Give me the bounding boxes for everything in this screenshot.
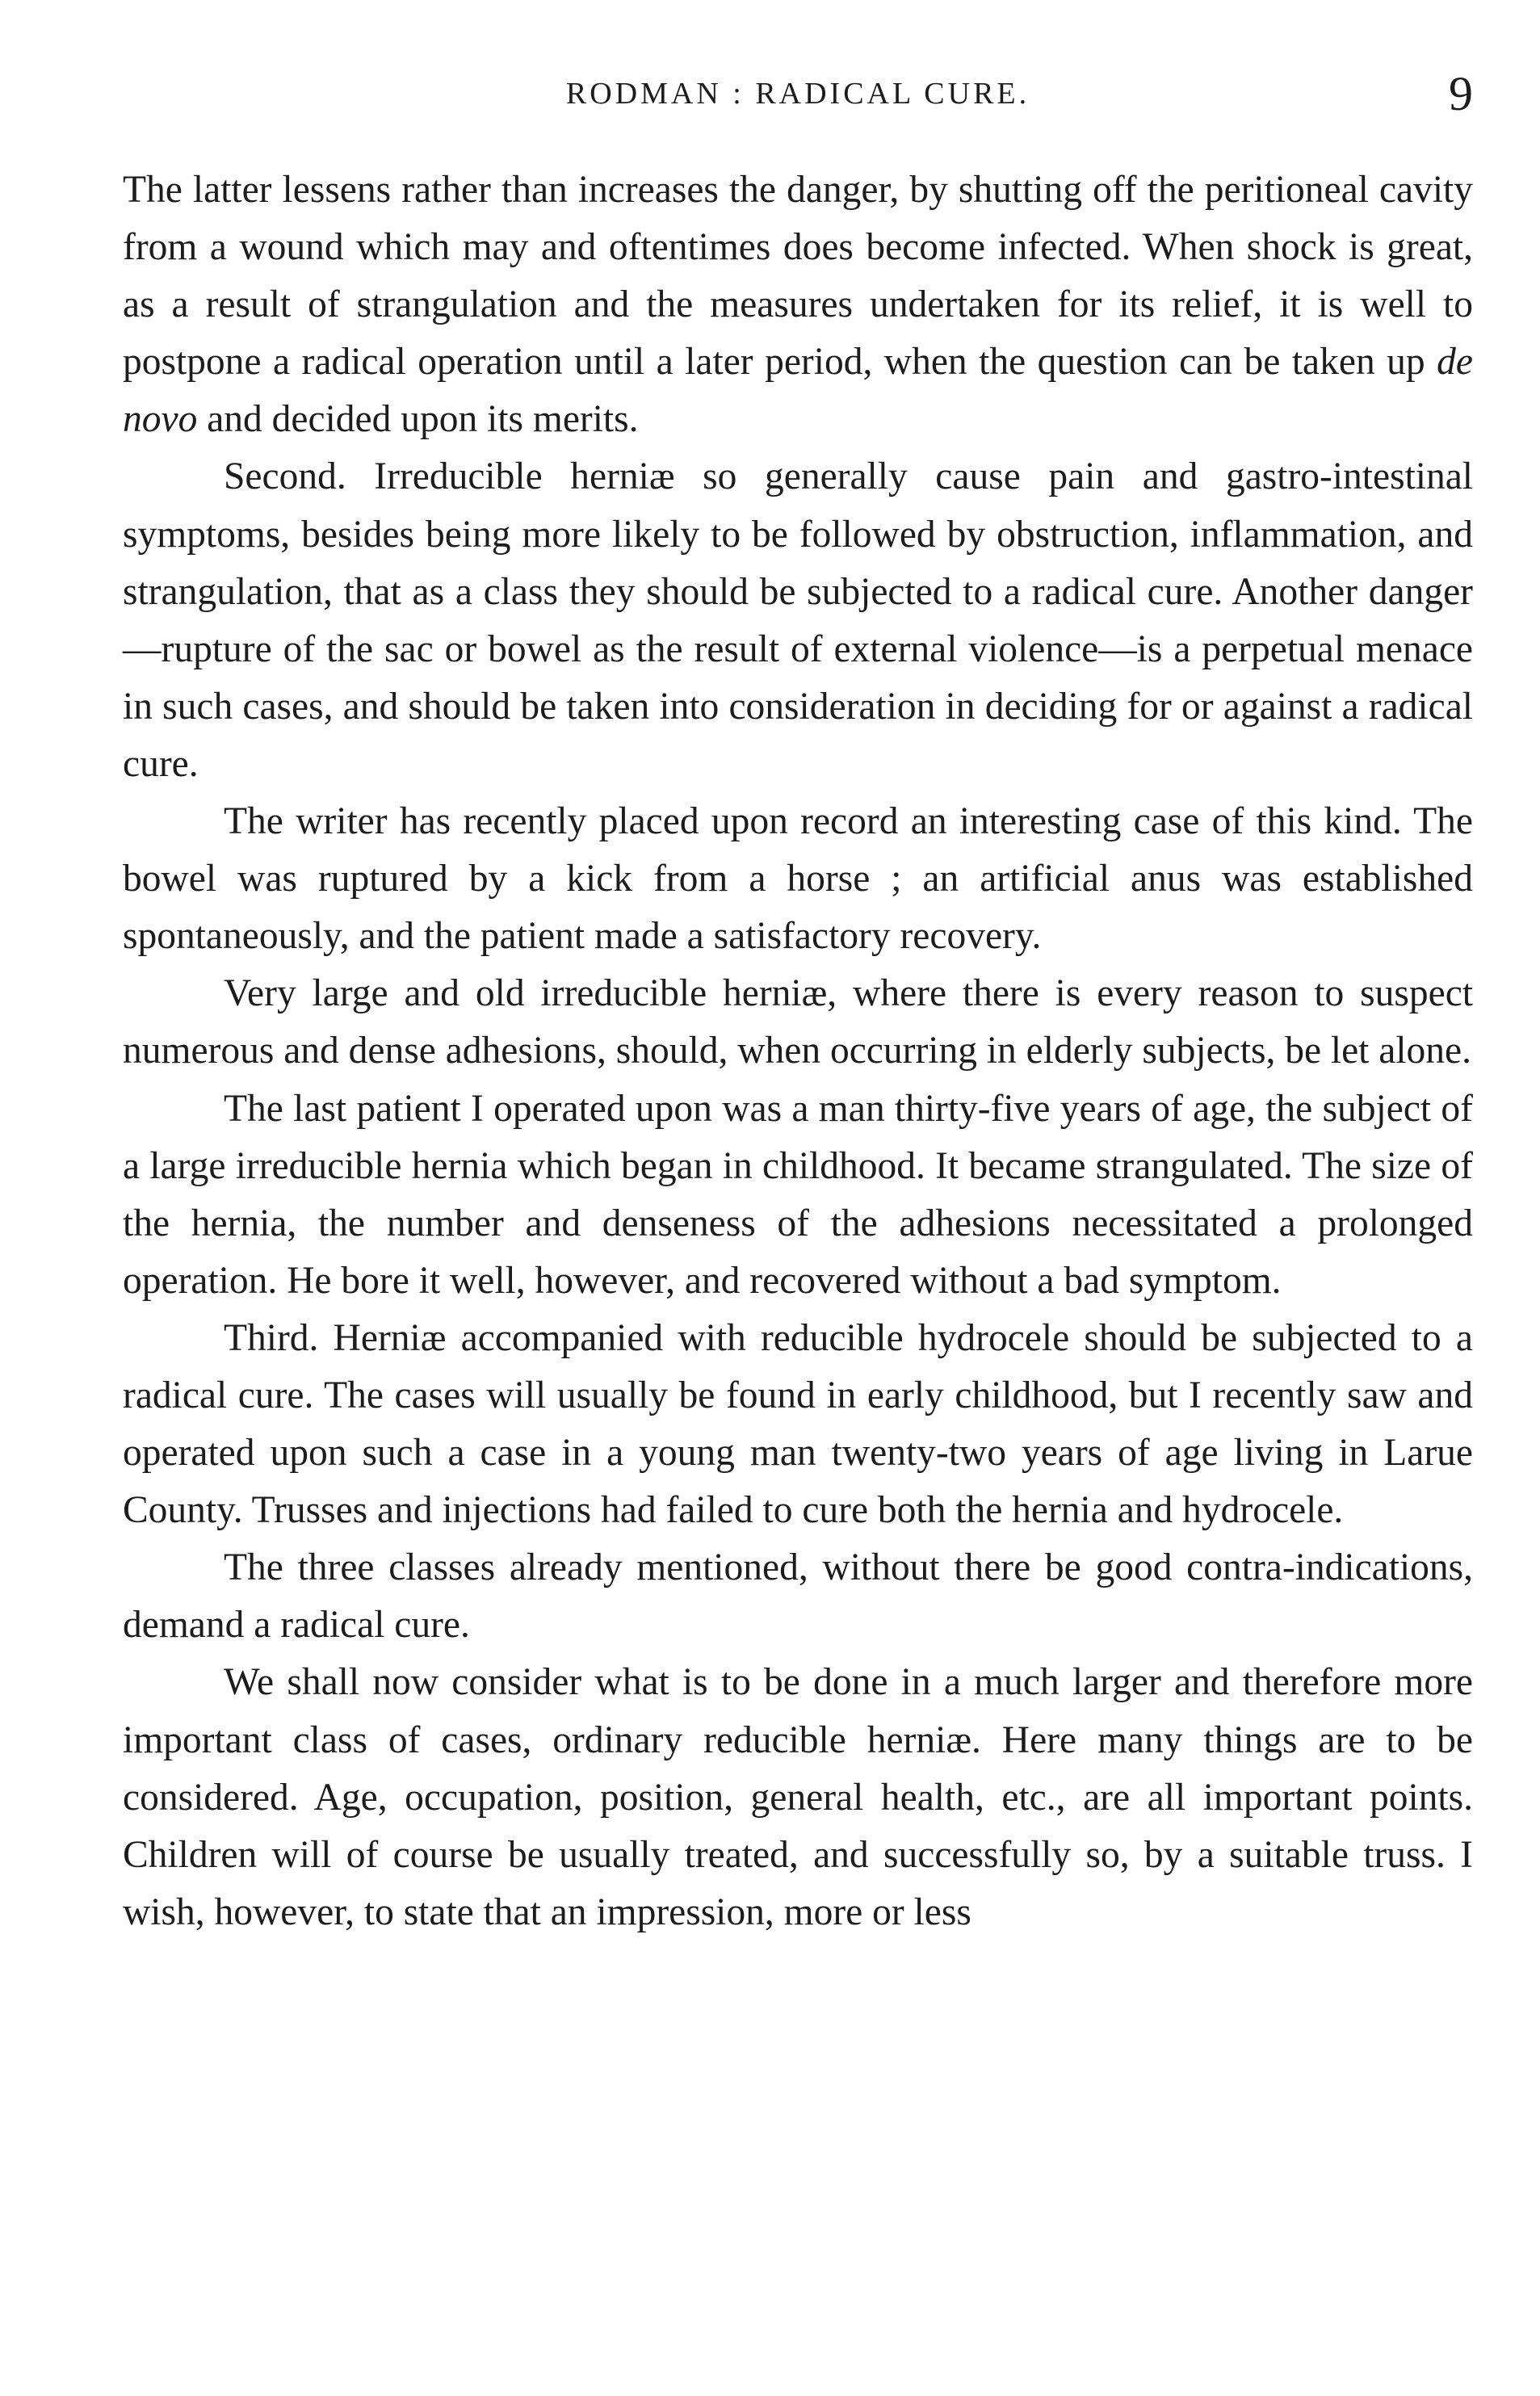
italic-phrase: de novo: [123, 341, 1473, 441]
page-number: 9: [1449, 67, 1473, 120]
paragraph: [123, 448, 1473, 793]
paragraph: [123, 1081, 1473, 1310]
body-text: [123, 162, 1473, 1941]
paragraph: [123, 1654, 1473, 1941]
text-run: The last patient I operated upon was a man thirty-five years of age, the subject of a large irreducible hernia which began in childhood. It became strangulated. The size of the hernia, the number and denseness of the adhesions necessitated a prolonged operation. He bore it well, however, and recovered without a bad symptom.: [123, 1087, 1473, 1302]
running-head: [123, 48, 1473, 162]
text-run: We shall now consider what is to be done in a much larger and therefore more important class of cases, ordinary reducible herniæ. Here many things are to be considered. Age, occupation, position, general health, etc., are all important points. Children will of course be usually treated, and successfully so, by a suitable truss. I wish, however, to state that an impression, more or less: [123, 1661, 1473, 1933]
text-run: and decided upon its merits.: [197, 398, 639, 441]
paragraph: [123, 162, 1473, 448]
paragraph: [123, 1310, 1473, 1539]
book-page: [123, 48, 1473, 2374]
text-run: The three classes already mentioned, without there be good contra-indications, demand a radical cure.: [123, 1546, 1473, 1647]
paragraph: [123, 793, 1473, 965]
paragraph: [123, 965, 1473, 1080]
text-run: The latter lessens rather than increases the danger, by shutting off the peritioneal cavity from a wound which may and oftentimes does become infected. When shock is great, as a result of strangulation and the measures undertaken for its relief, it is well to postpone a radical operation until a later period, when the question can be taken up: [123, 169, 1473, 384]
running-title: RODMAN : RADICAL CURE.: [565, 77, 1030, 111]
text-run: Third. Herniæ accompanied with reducible hydrocele should be subjected to a radical cure. The cases will usually be found in early childhood, but I recently saw and operated upon such a case in a young man twenty-two years of age living in Larue County. Trusses and injections had failed to cure both the hernia and hydrocele.: [123, 1316, 1473, 1532]
text-run: Second. Irreducible herniæ so generally cause pain and gastro-intestinal symptoms, besides being more likely to be followed by obstruction, inflammation, and strangulation, that as a class they should be subjected to a radical cure. Another danger—rupture of the sac or bowel as the result of external violence—is a perpetual menace in such cases, and should be taken into consideration in deciding for or against a radical cure.: [123, 455, 1473, 785]
text-run: Very large and old irreducible herniæ, where there is every reason to suspect numerous and dense adhesions, should, when occurring in elderly subjects, be let alone.: [123, 972, 1473, 1072]
paragraph: [123, 1539, 1473, 1654]
text-run: The writer has recently placed upon record an interesting case of this kind. The bowel was ruptured by a kick from a horse ; an artificial anus was established spontaneously, and the patient made a satisfactory recovery.: [123, 800, 1473, 958]
